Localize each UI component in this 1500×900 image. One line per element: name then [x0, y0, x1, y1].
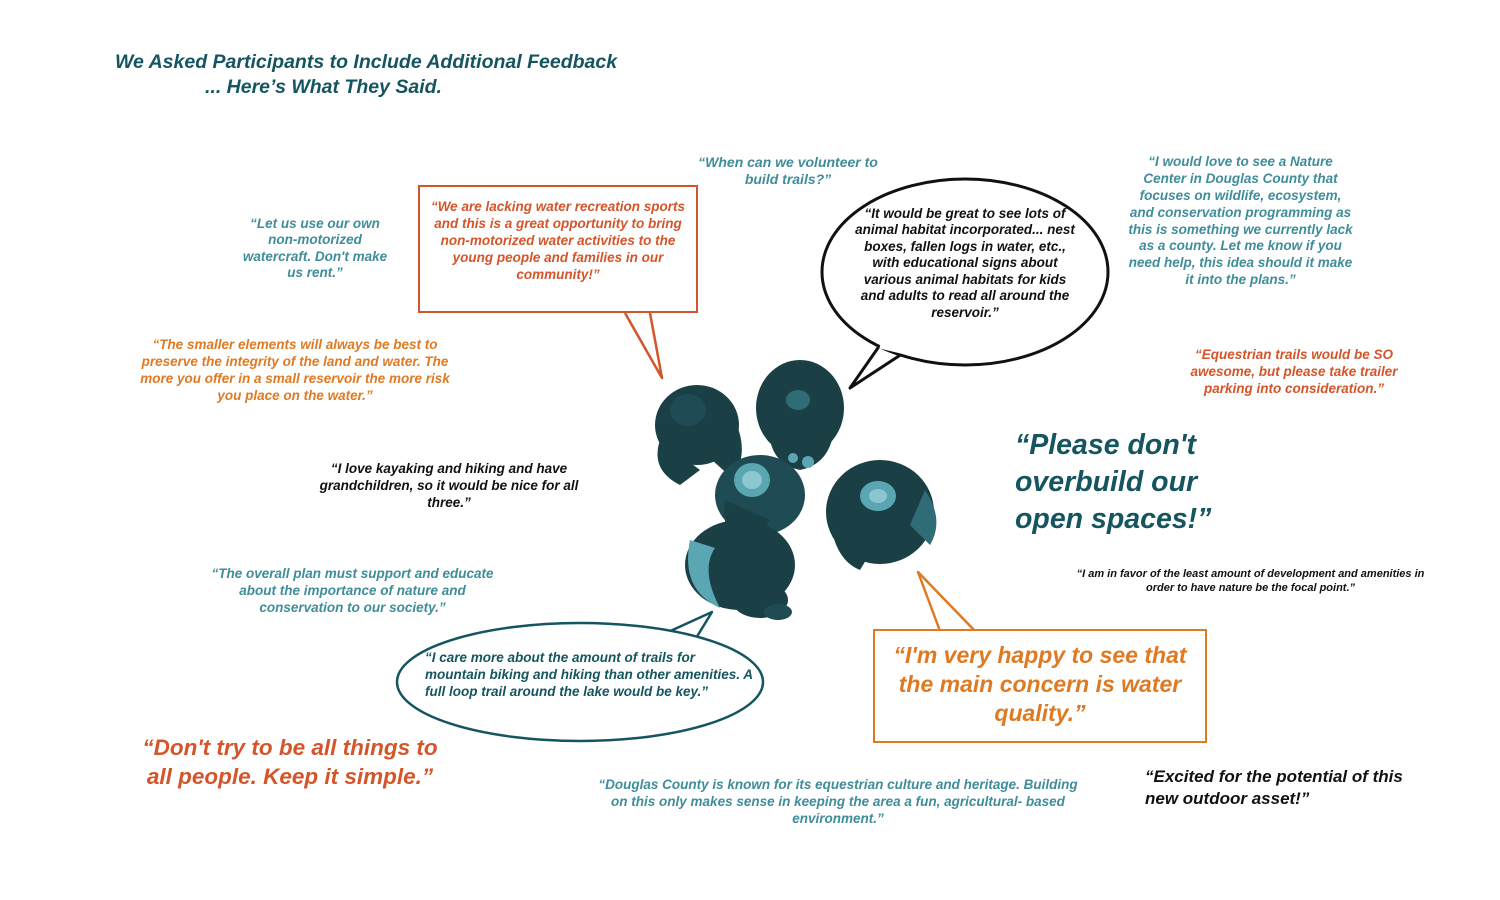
quote-animal-habitat: “It would be great to see lots of animal habitat incorporated... nest boxes, fallen logs in water, etc., with educational signs about various animal habitats for kids and adults to read all around the reservoir.”	[855, 206, 1075, 320]
quote-least-development: “I am in favor of the least amount of development and amenities in order to have nature be the focal point.”	[1076, 568, 1425, 595]
quote-outdoor-asset: “Excited for the potential of this new outdoor asset!”	[1145, 767, 1403, 809]
quote-equestrian-trails: “Equestrian trails would be SO awesome, but please take trailer parking into consideration.”	[1190, 347, 1398, 396]
title-line-1: We Asked Participants to Include Additional Feedback	[115, 51, 618, 73]
quote-water-recreation: “We are lacking water recreation sports and this is a great opportunity to bring non-motorized water activities to the young people and families in our community!”	[430, 199, 686, 282]
quote-keep-simple: “Don't try to be all things to all people. Keep it simple.”	[142, 735, 438, 789]
quote-overbuild: “Please don't overbuild our open spaces!”	[1015, 429, 1212, 536]
people-top-view-icon	[655, 360, 936, 620]
quote-kayaking: “I love kayaking and hiking and have grandchildren, so it would be nice for all three.”	[319, 461, 579, 510]
water-quality-bubble-tail	[918, 572, 975, 631]
quote-volunteer: “When can we volunteer to build trails?”	[698, 154, 878, 188]
quote-smaller-elements: “The smaller elements will always be best to preserve the integrity of the land and water. The more you offer in a small reservoir the more risk you place on the water.”	[140, 337, 450, 403]
quote-mountain-biking: “I care more about the amount of trails for mountain biking and hiking than other amenities. A full loop trail around the lake would be key.”	[425, 650, 753, 699]
quote-nature-center: “I would love to see a Nature Center in Douglas County that focuses on wildlife, ecosystem, and conservation programming as this is something we currently lack as a county. Let me know if you need help, this idea should it make it into the plans.”	[1128, 154, 1353, 288]
quote-equestrian-culture: “Douglas County is known for its equestrian culture and heritage. Building on this only makes sense in keeping the area a fun, agricultural- based environment.”	[598, 777, 1078, 826]
quote-overall-plan: “The overall plan must support and educate about the importance of nature and conservation to our society.”	[211, 566, 494, 615]
quote-water-quality: “I'm very happy to see that the main concern is water quality.”	[893, 642, 1187, 727]
quote-watercraft: “Let us use our own non-motorized watercraft. Don't make us rent.”	[242, 216, 388, 281]
title-line-2: ... Here’s What They Said.	[205, 76, 442, 99]
water-recreation-bubble-tail	[625, 313, 662, 378]
